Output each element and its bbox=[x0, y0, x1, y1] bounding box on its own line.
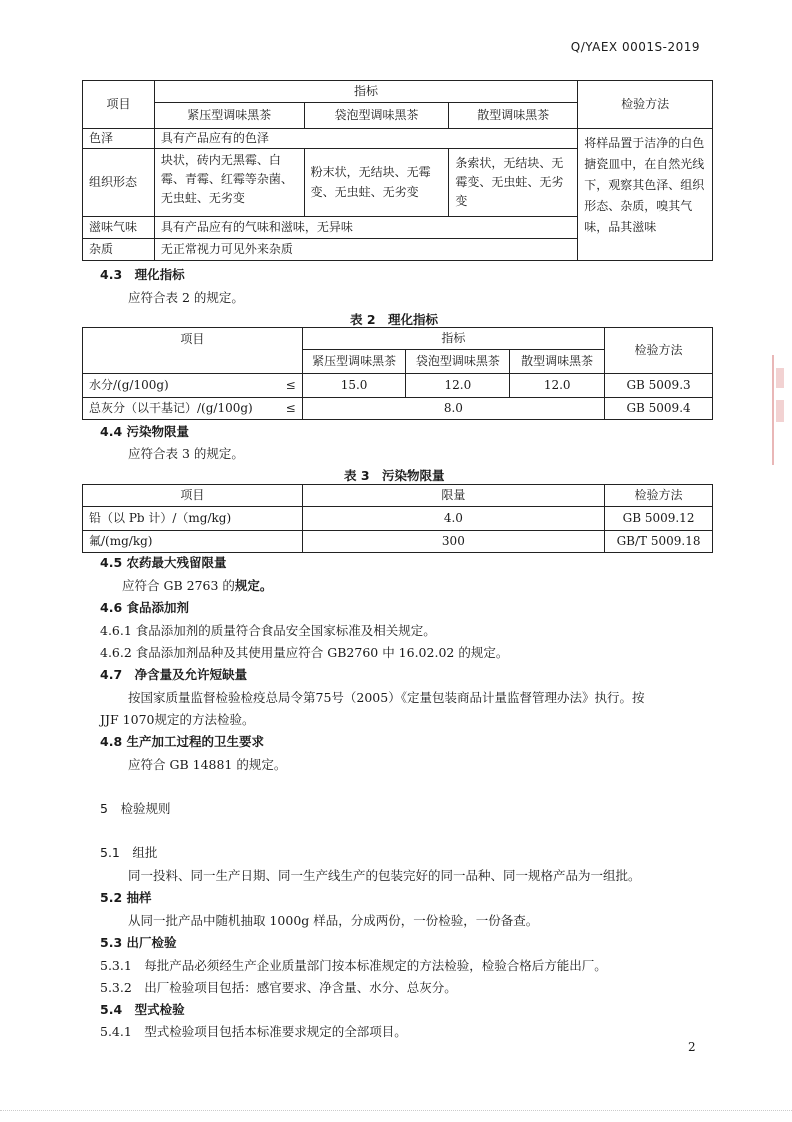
section-4-8-title: 4.8 生产加工过程的卫生要求 bbox=[100, 734, 264, 749]
type-header: 紧压型调味黑茶 bbox=[302, 350, 406, 374]
row-method: GB 5009.3 bbox=[605, 374, 713, 398]
col-index-header: 指标 bbox=[154, 81, 577, 103]
section-4-3-text: 应符合表 2 的规定。 bbox=[128, 290, 244, 305]
row-method: GB/T 5009.18 bbox=[605, 531, 713, 553]
table2-caption: 表 2 理化指标 bbox=[350, 312, 439, 327]
section-4-5-text-bold: 规定。 bbox=[234, 578, 273, 593]
row-value: 块状，砖内无黑霉、白霉、青霉、红霉等杂菌、无虫蛀、无劣变 bbox=[154, 149, 304, 217]
row-value: 条索状，无结块、无霉变、无虫蛀、无劣变 bbox=[449, 149, 578, 217]
sensory-table bbox=[82, 80, 713, 261]
row-value: 具有产品应有的气味和滋味，无异味 bbox=[154, 217, 577, 239]
section-4-6-1: 4.6.1 食品添加剂的质量符合食品安全国家标准及相关规定。 bbox=[100, 623, 436, 638]
seal-mark bbox=[776, 368, 784, 388]
row-item: 色泽 bbox=[83, 129, 155, 149]
section-5-3-title: 5.3 出厂检验 bbox=[100, 935, 177, 950]
contaminant-table bbox=[82, 484, 713, 553]
col-method-header: 检验方法 bbox=[605, 328, 713, 374]
row-limit: 300 bbox=[302, 531, 604, 553]
type-header: 紧压型调味黑茶 bbox=[154, 103, 304, 129]
section-4-6-title: 4.6 食品添加剂 bbox=[100, 600, 189, 615]
method-text: 将样品置于洁净的白色搪瓷皿中，在自然光线下，观察其色泽、组织形态、杂质，嗅其气味，品其滋味 bbox=[578, 129, 713, 261]
row-item: 水分/(g/100g) bbox=[83, 374, 273, 398]
row-item: 氟/(mg/kg) bbox=[83, 531, 303, 553]
row-method: GB 5009.12 bbox=[605, 507, 713, 531]
section-5-title: 5 检验规则 bbox=[100, 801, 171, 816]
row-limit: 4.0 bbox=[302, 507, 604, 531]
section-4-6-2: 4.6.2 食品添加剂品种及其使用量应符合 GB2760 中 16.02.02 的规定。 bbox=[100, 645, 509, 660]
row-value: 粉末状，无结块、无霉变、无虫蛀、无劣变 bbox=[304, 149, 449, 217]
row-operator: ≤ bbox=[272, 398, 302, 420]
row-item: 总灰分（以干基记）/(g/100g) bbox=[83, 398, 273, 420]
section-5-3-1: 5.3.1 每批产品必须经生产企业质量部门按本标准规定的方法检验，检验合格后方能出厂。 bbox=[100, 958, 607, 973]
row-item: 铅（以 Pb 计）/（mg/kg) bbox=[83, 507, 303, 531]
row-operator: ≤ bbox=[272, 374, 302, 398]
page-edge bbox=[0, 1110, 792, 1112]
row-value: 12.0 bbox=[510, 374, 605, 398]
row-item: 组织形态 bbox=[83, 149, 155, 217]
row-value: 8.0 bbox=[302, 398, 604, 420]
col-item-header: 项目 bbox=[83, 81, 155, 129]
col-item-header: 项目 bbox=[83, 485, 303, 507]
type-header: 袋泡型调味黑茶 bbox=[406, 350, 510, 374]
row-item: 杂质 bbox=[83, 239, 155, 261]
col-item-header: 项目 bbox=[83, 328, 303, 374]
section-4-3-title: 4.3 理化指标 bbox=[100, 267, 185, 282]
section-4-4-text: 应符合表 3 的规定。 bbox=[128, 446, 244, 461]
section-5-1-title: 5.1 组批 bbox=[100, 845, 158, 860]
row-method: GB 5009.4 bbox=[605, 398, 713, 420]
section-4-5-text-pre: 应符合 GB 2763 的 bbox=[122, 578, 235, 593]
section-5-4-title: 5.4 型式检验 bbox=[100, 1002, 185, 1017]
section-4-8-text: 应符合 GB 14881 的规定。 bbox=[128, 757, 287, 772]
seal-mark bbox=[776, 400, 784, 422]
row-value: 无正常视力可见外来杂质 bbox=[154, 239, 577, 261]
physicochemical-table bbox=[82, 327, 713, 420]
section-4-5-text bbox=[122, 576, 272, 594]
section-4-7-p1: 按国家质量监督检验检疫总局令第75号（2005）《定量包装商品计量监督管理办法》执行。按 bbox=[128, 690, 645, 705]
type-header: 散型调味黑茶 bbox=[510, 350, 605, 374]
section-5-2-text: 从同一批产品中随机抽取 1000g 样品，分成两份，一份检验，一份备查。 bbox=[128, 913, 539, 928]
standard-code: Q/YAEX 0001S-2019 bbox=[570, 40, 700, 54]
section-5-4-1: 5.4.1 型式检验项目包括本标准要求规定的全部项目。 bbox=[100, 1024, 407, 1039]
row-item: 滋味气味 bbox=[83, 217, 155, 239]
type-header: 袋泡型调味黑茶 bbox=[304, 103, 449, 129]
row-value: 具有产品应有的色泽 bbox=[154, 129, 577, 149]
section-4-4-title: 4.4 污染物限量 bbox=[100, 424, 189, 439]
section-4-5-title: 4.5 农药最大残留限量 bbox=[100, 555, 227, 570]
col-method-header: 检验方法 bbox=[578, 81, 713, 129]
col-limit-header: 限量 bbox=[302, 485, 604, 507]
table3-caption: 表 3 污染物限量 bbox=[344, 468, 445, 483]
section-5-3-2: 5.3.2 出厂检验项目包括：感官要求、净含量、水分、总灰分。 bbox=[100, 980, 457, 995]
col-index-header: 指标 bbox=[302, 328, 604, 350]
row-value: 15.0 bbox=[302, 374, 406, 398]
row-value: 12.0 bbox=[406, 374, 510, 398]
type-header: 散型调味黑茶 bbox=[449, 103, 578, 129]
section-4-7-p2: JJF 1070规定的方法检验。 bbox=[100, 712, 255, 727]
section-5-1-text: 同一投料、同一生产日期、同一生产线生产的包装完好的同一品种、同一规格产品为一组批。 bbox=[128, 868, 641, 883]
col-method-header: 检验方法 bbox=[605, 485, 713, 507]
section-4-7-title: 4.7 净含量及允许短缺量 bbox=[100, 667, 248, 682]
section-5-2-title: 5.2 抽样 bbox=[100, 890, 152, 905]
page-number: 2 bbox=[688, 1040, 696, 1054]
